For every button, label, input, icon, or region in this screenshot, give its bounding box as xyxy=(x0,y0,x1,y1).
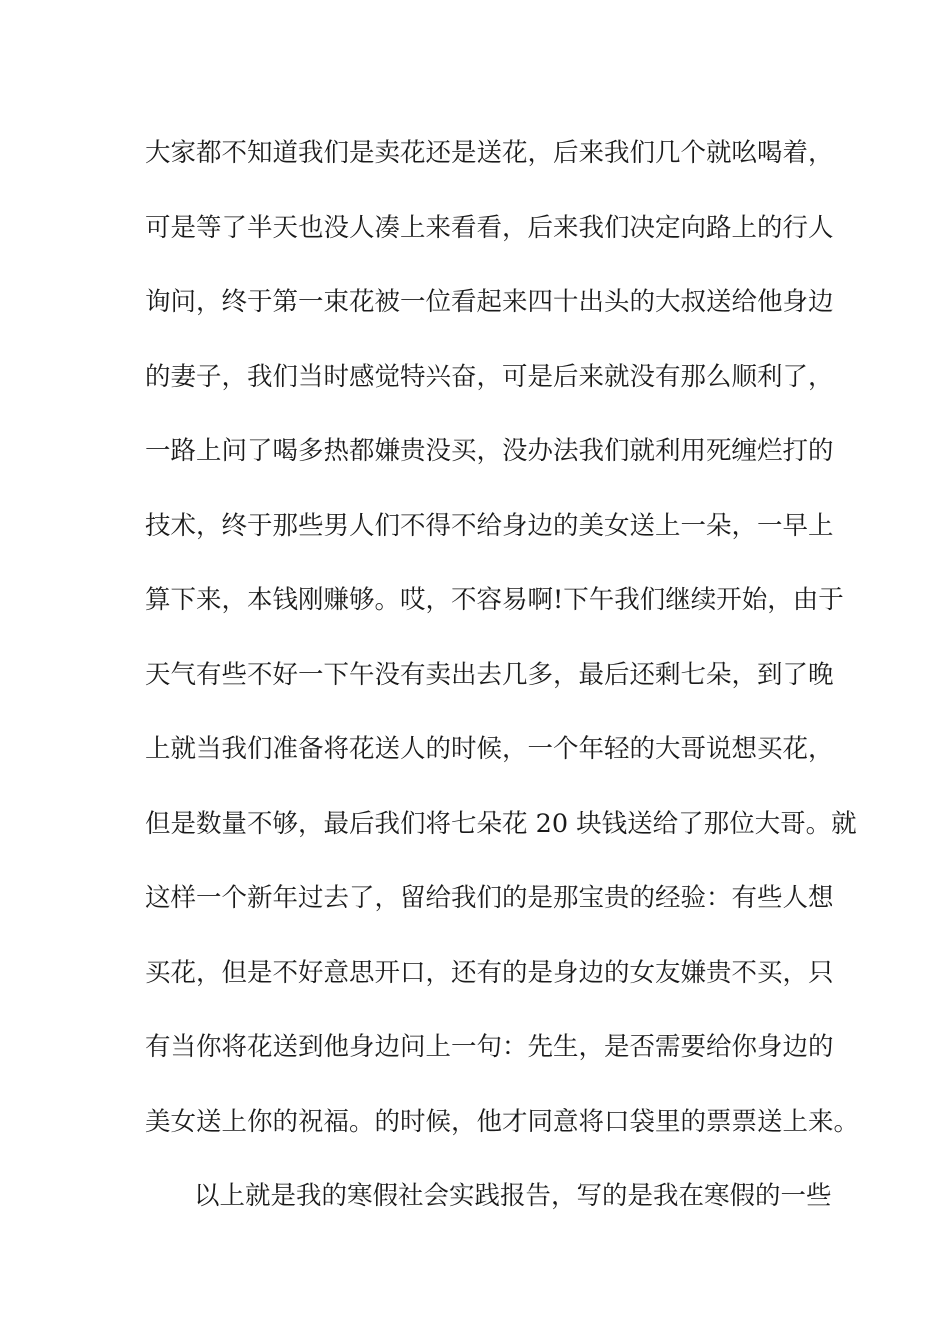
text-line: 买花，但是不好意思开口，还有的是身边的女友嫌贵不买，只 xyxy=(145,957,834,988)
text-line: 可是等了半天也没人凑上来看看，后来我们决定向路上的行人 xyxy=(145,212,834,243)
text-line: 有当你将花送到他身边问上一句：先生，是否需要给你身边的 xyxy=(145,1032,834,1062)
text-line: 天气有些不好一下午没有卖出去几多，最后还剩七朵，到了晚 xyxy=(145,659,834,690)
text-line: 一路上问了喝多热都嫌贵没买，没办法我们就利用死缠烂打的 xyxy=(145,436,834,466)
text-line: 美女送上你的祝福。的时候，他才同意将口袋里的票票送上来。 xyxy=(145,1106,860,1137)
text-line: 技术，终于那些男人们不得不给身边的美女送上一朵，一早上 xyxy=(145,510,834,541)
text-line: 大家都不知道我们是卖花还是送花，后来我们几个就吆喝着， xyxy=(145,138,834,168)
text-line: 算下来，本钱刚赚够。哎，不容易啊!下午我们继续开始，由于 xyxy=(145,585,844,615)
text-line: 的妻子，我们当时感觉特兴奋，可是后来就没有那么顺利了， xyxy=(145,361,834,392)
text-line: 这样一个新年过去了，留给我们的是那宝贵的经验：有些人想 xyxy=(145,883,834,913)
text-line: 询问，终于第一束花被一位看起来四十出头的大叔送给他身边 xyxy=(145,287,834,317)
text-line: 上就当我们准备将花送人的时候，一个年轻的大哥说想买花， xyxy=(145,734,834,764)
paragraph-first-line: 以上就是我的寒假社会实践报告，写的是我在寒假的一些 xyxy=(194,1181,832,1211)
text-line: 但是数量不够，最后我们将七朵花 20 块钱送给了那位大哥。就 xyxy=(145,808,857,839)
body-text xyxy=(145,129,860,1247)
